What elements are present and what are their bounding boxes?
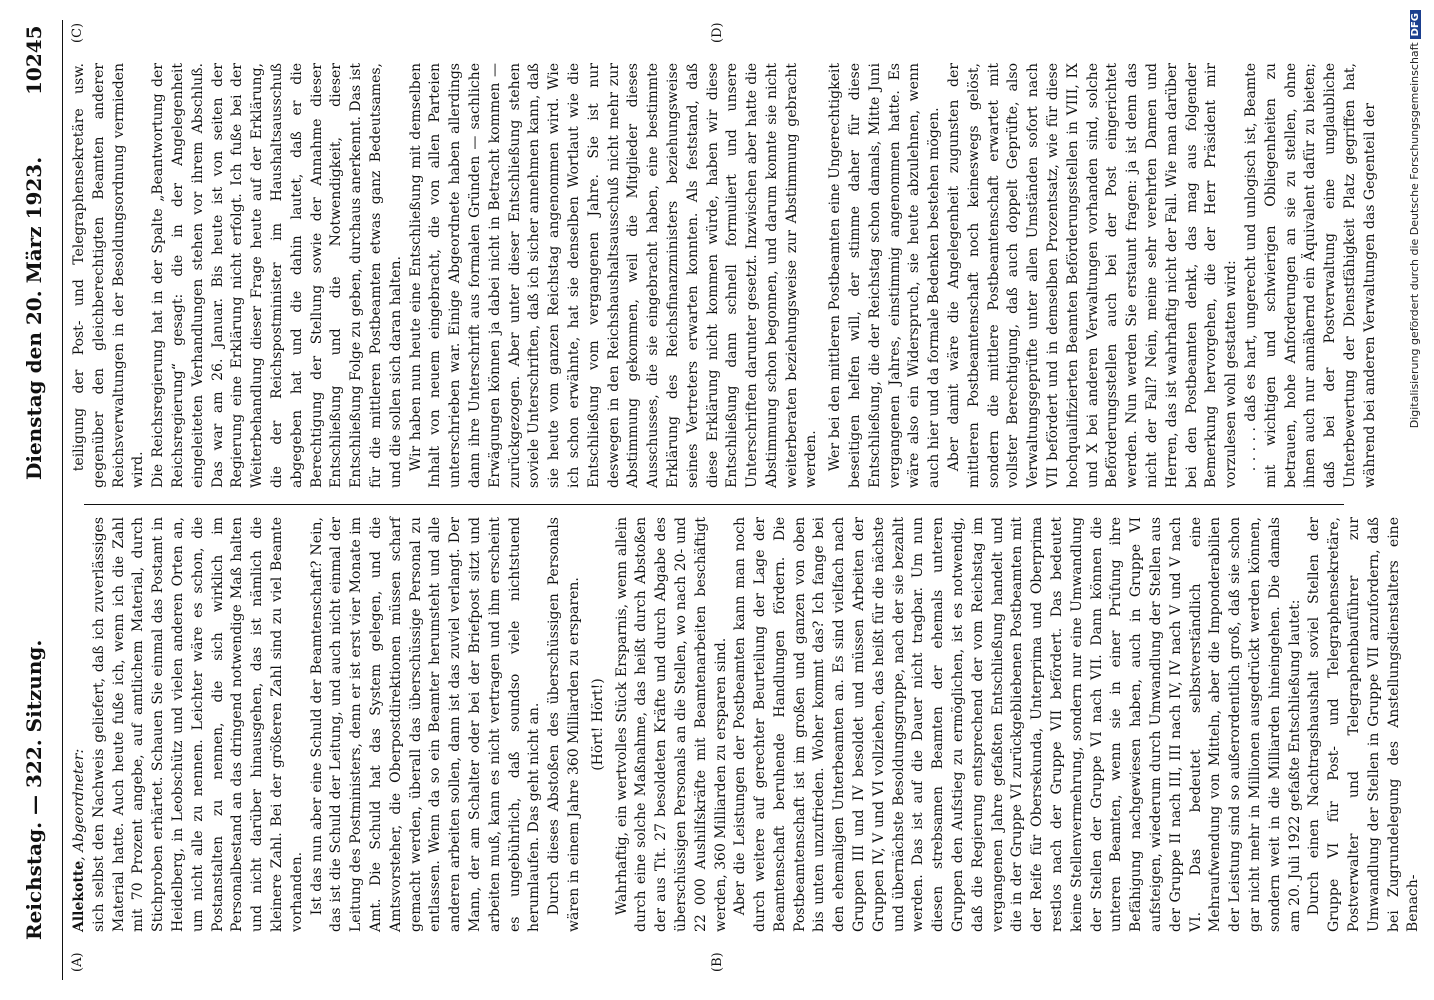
paragraph: Ist das nun aber eine Schuld der Beamtenschaft? Nein, das ist die Schuld der Leitung, und auch nicht einmal der Leitung des Postministers, denn er ist erst vier Monate im Amt. Die Schuld hat das System gelegen, und die Amtsvorsteher, die Oberpostdirektionen müssen scharf gemacht werden, überall das überschüssige Personal zu entlassen. Wenn da so ein Beamter herumsteht und alle anderen arbeiten sollen, dann ist das zuviel verlangt. Der Mann, der am Schalter oder bei der Briefpost sitzt und arbeiten muß, kann es nicht vertragen und ihm erscheint es ungebührlich, daß soundso viele nichtstuend herumlaufen. Das geht nicht an. <box>308 517 543 932</box>
page-number: 10245 <box>22 25 46 95</box>
paragraph: Wahrhaftig, ein wertvolles Stück Ersparnis, wenn allein durch eine solche Maßnahme, das heißt durch Abstoßen der aus Tit. 27 besoldeten Kräfte und durch Abgabe des überschüssigen Personals an die Stellen, wo nach 20- und 22 000 Aushilfskräfte mit Beamtenarbeiten beschäftigt werden, 360 Milliarden zu ersparen sind. <box>613 517 729 932</box>
paragraph: Durch dieses Abstoßen des überschüssigen Personals wären in einem Jahre 360 Milliarden zu ersparen. <box>546 517 582 932</box>
margin-letter-b: (B) <box>710 952 725 972</box>
header-rule <box>62 20 63 980</box>
digitization-credit <box>1408 10 1432 990</box>
interjection: (Hört! Hört!) <box>589 678 606 771</box>
paragraph: Aber damit wäre die Angelegenheit zugunsten der mittleren Postbeamtenschaft noch keineswegs gelöst, sondern die mittlere Postbeamtenschaft erwartet mit vollster Berechtigung, daß auch doppelt Geprüfte, also Verwaltungsgeprüfte unter allen Umständen sofort nach VII befördert und in demselben Prozentsatz, wie für diese hochqualifizierten Beamten Beförderungsstellen in VIII, IX und X bei anderen Verwaltungen vorhanden sind, solche Beförderungsstellen auch bei der Post eingerichtet werden. Nun werden Sie erstaunt fragen: ja ist denn das nicht der Fall? Nein, meine sehr verehrten Damen und Herren, das ist wahrhaftig nicht der Fall. Wie man darüber bei den Postbeamten denkt, das mag aus folgender Bemerkung hervorgehen, die der Herr Präsident mir vorzulesen wohl gestatten wird: <box>946 63 1240 488</box>
speaker-line <box>70 517 90 932</box>
paragraph: Wer bei den mittleren Postbeamten eine Ungerechtigkeit beseitigen helfen will, der stimme daher für diese Entschließung, die der Reichstag schon damals, Mitte Juni vergangenen Jahres, einstimmig angenommen hatte. Es wäre also ein Widerspruch, sie heute abzulehnen, wenn auch hier und da formale Bedenken bestehen mögen. <box>827 63 943 488</box>
margin-letter-d: (D) <box>710 22 725 43</box>
dfg-logo: DFG <box>1410 10 1421 39</box>
paragraph: sich selbst den Nachweis geliefert, daß ich zuverlässiges Material hatte. Auch heute fuße ich, wenn ich die Zahl mit 70 Prozent angebe, auf amtlichem Material, durch Stichproben erhärtet. Schauen Sie einmal das Postamt in Heidelberg, in Leobschütz und vielen anderen Orten an, um nicht alle zu nennen. Leichter wäre es schon, die Postanstalten zu nennen, die sich wirklich im Personalbestand an das dringend notwendige Maß halten und nicht darüber hinausgehen, das ist nämlich die kleinere Zahl. Bei der größeren Zahl sind zu viel Beamte vorhanden. <box>90 517 305 932</box>
digitization-credit-text <box>1408 10 1432 990</box>
paragraph: teiligung der Post- und Telegraphensekretäre usw. gegenüber den gleichberechtigten Beamten anderer Reichsverwaltungen in der Besoldungsordnung vermieden wird. <box>71 63 147 488</box>
margin-letter-a: (A) <box>70 952 85 972</box>
credit-text: Digitalisierung gefördert durch die Deutsche Forschungsgemeinschaft <box>1408 42 1421 429</box>
paragraph: . . . . . daß es hart, ungerecht und unlogisch ist, Beamte mit wichtigen und schwierigen Obliegenheiten zu betrauen, hohe Anforderungen an sie zu stellen, ohne ihnen auch nur annähernd ein Äquivalent dafür zu bieten; daß bei der Postverwaltung eine unglaubliche Unterbewertung der Dienstfähigkeit Platz gegriffen hat, während bei anderen Verwaltungen das Gegenteil der <box>1243 63 1378 488</box>
right-text-column <box>70 63 1378 488</box>
paragraph: Wir haben nun heute eine Entschließung mit demselben Inhalt von neuem eingebracht, die von allen Parteien unterschrieben war. Einige Abgeordnete haben allerdings dann ihre Unterschrift aus formalen Gründen — sachliche Erwägungen können ja dabei nicht in Betracht kommen — zurückgezogen. Aber unter dieser Entschließung stehen soviele Unterschriften, daß ich sicher annehmen kann, daß sie heute vom ganzen Reichstag angenommen wird. Wie ich schon erwähnte, hat sie denselben Wortlaut wie die Entschließung vom vergangenen Jahre. Sie ist nur deswegen in den Reichshaushaltsausschuß nicht mehr zur Abstimmung gekommen, weil die Mitglieder dieses Ausschusses, die sie eingebracht haben, eine bestimmte Erklärung des Reichsfinanzministers beziehungsweise seines Vertreters erwarten konnten. Als feststand, daß diese Erklärung nicht kommen würde, haben wir diese Entschließung dann schnell formuliert und unsere Unterschriften darunter gesetzt. Inzwischen aber hatte die Abstimmung schon begonnen, und darum konnte sie nicht weiterberaten beziehungsweise zur Abstimmung gebracht werden. <box>407 63 820 488</box>
running-head-left: Reichstag. — 322. Sitzung. <box>22 639 46 940</box>
running-head-date: Dienstag den 20. März 1923. <box>22 156 46 480</box>
column-divider <box>84 504 1344 505</box>
paragraph: Durch einen Nachtragshaushalt soviel Stellen der Gruppe VI für Post- und Telegraphensekretäre, Postverwalter und Telegraphenbauführer zur Umwandlung der Stellen in Gruppe VII anzufordern, daß bei Zugrundelegung des Anstellungsdienstalters eine Benach- <box>1306 517 1422 932</box>
paragraph: Aber die Leistungen der Postbeamten kann man noch durch weitere auf gerechter Beurteilung der Lage der Beamtenschaft beruhende Handlungen fördern. Die Postbeamtenschaft ist im großen und ganzen von oben bis unten unzufrieden. Woher kommt das? Ich fange bei den ehemaligen Unterbeamten an. Es sind vielfach nach Gruppen III und IV besoldet und müssen Arbeiten der Gruppen IV, V und VI vollziehen, das heißt für die nächste und übernächste Besoldungsgruppe, nach der sie bezahlt werden. Das ist auf die Dauer nicht tragbar. Um nun diesen strebsamen Beamten der ehemals unteren Gruppen den Aufstieg zu ermöglichen, ist es notwendig, daß die Regierung entsprechend der vom Reichstag im vergangenen Jahre gefaßten Entschließung handelt und die in der Gruppe VI zurückgebliebenen Postbeamten mit der Reife für Obersekunda, Unterprima und Oberprima restlos nach der Gruppe VII befördert. Das bedeutet keine Stellenvermehrung, sondern nur eine Umwandlung der Stellen der Gruppe VI nach VII. Dann können die unteren Beamten, wenn sie in einer Prüfung ihre Befähigung nachgewiesen haben, auch in Gruppe VI aufsteigen, wiederum durch Umwandlung der Stellen aus der Gruppe II nach III, III nach IV, IV nach V und V nach VI. Das bedeutet selbstverständlich eine Mehraufwendung von Mitteln, aber die Imponderabilien der Leistung sind so außerordentlich groß, daß sie schon gar nicht mehr in Millionen ausgedrückt werden können, sondern weit in die Milliarden hineingehen. Die damals am 20. Juli 1922 gefaßte Entschließung lautet: <box>732 517 1303 932</box>
left-text-column <box>70 517 1422 932</box>
speaker-role: , Abgeordneter: <box>71 748 87 861</box>
paragraph: Die Reichsregierung hat in der Spalte „Beantwortung der Reichsregierung“ gesagt: die in der Angelegenheit eingeleiteten Verhandlungen stehen vor ihrem Abschluß. Das war am 26. Januar. Bis heute ist von seiten der Regierung eine Erklärung nicht erfolgt. Ich fuße bei der Weiterbehandlung dieser Frage heute auf der Erklärung, die der Reichspostminister im Haushaltsausschuß abgegeben hat und die dahin lautet, daß er die Berechtigung der Stellung sowie der Annahme dieser Entschließung und die Notwendigkeit, dieser Entschließung Folge zu geben, durchaus anerkennt. Das ist für die mittleren Postbeamten etwas ganz Bedeutsames, und die sollen sich daran halten. <box>150 63 404 488</box>
speaker-name: Allekotte <box>71 860 87 932</box>
margin-letter-c: (C) <box>70 22 85 43</box>
